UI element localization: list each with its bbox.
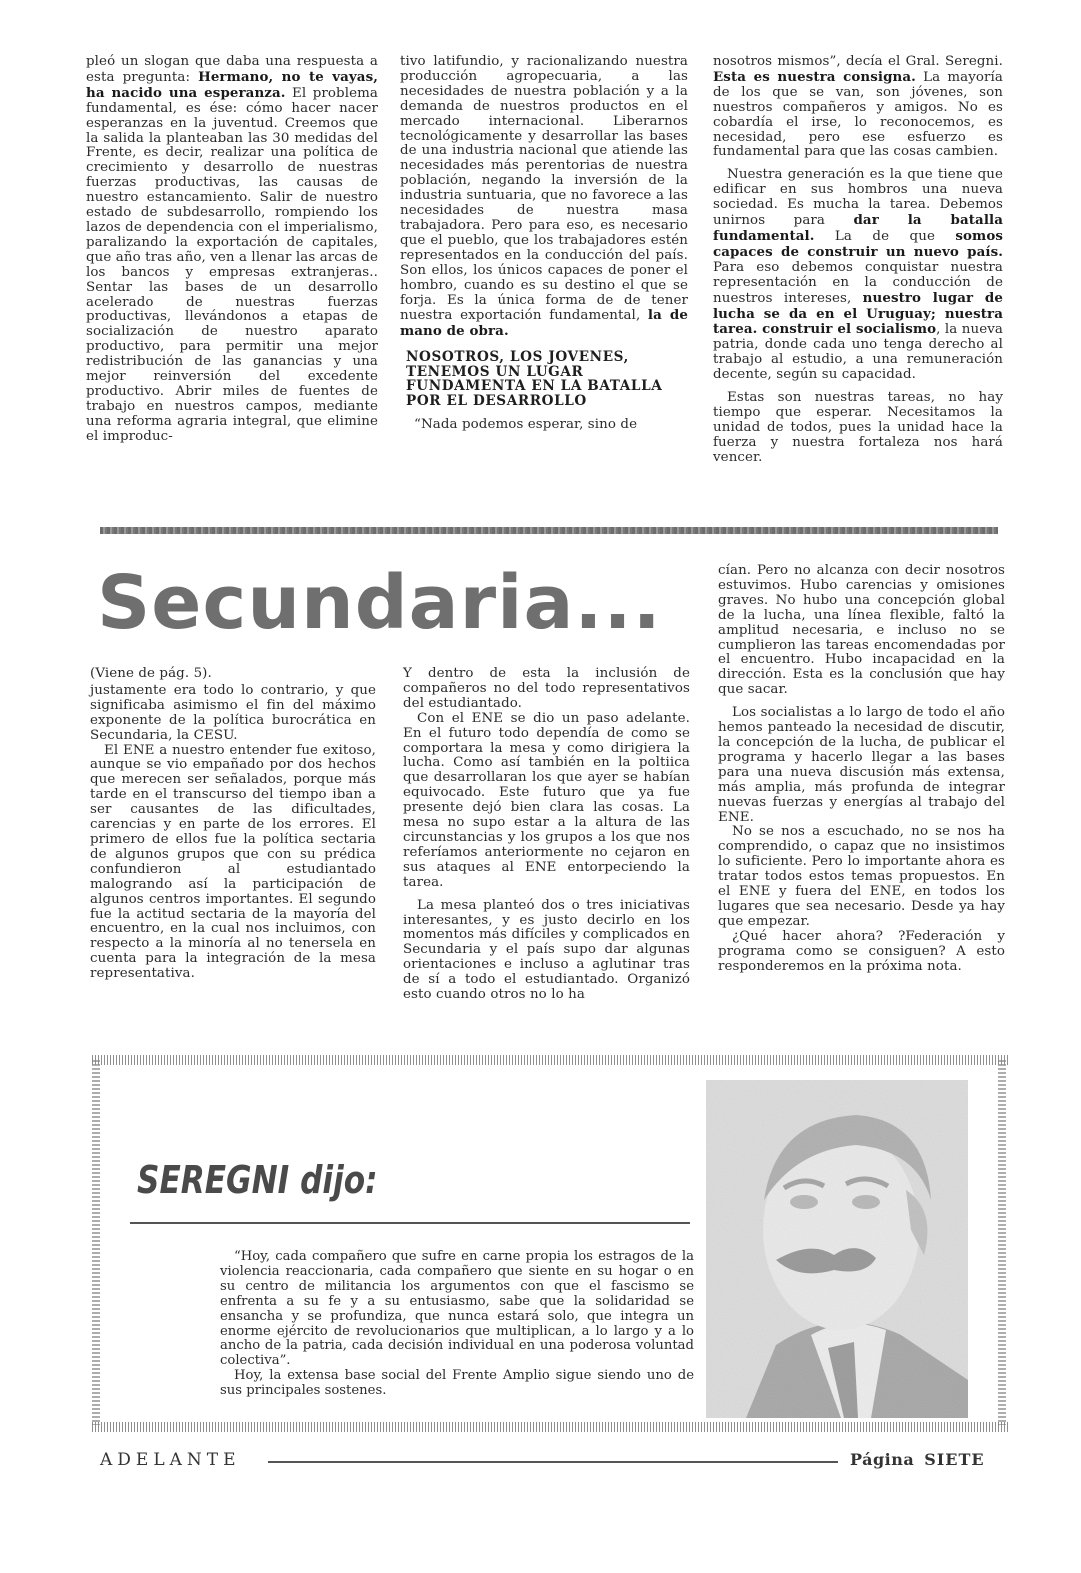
page-label: Página	[850, 1450, 915, 1469]
secundaria-column-1	[90, 667, 376, 982]
paragraph: Y dentro de esta la inclusión de compañeros no del todo representativos del estudiantado.	[403, 666, 690, 711]
box-top-border	[92, 1055, 1008, 1065]
seregni-quote	[220, 1250, 694, 1399]
secundaria-headline: Secundaria...	[97, 560, 662, 646]
section-divider-rule	[100, 527, 998, 534]
top-article-column-3	[713, 55, 1003, 466]
paragraph: No se nos a escuchado, no se nos ha comprendido, o capaz que no insistimos lo suficiente. Pero lo importante ahora es tratar todos estos temas propuestos. En el ENE y fuera del ENE, en todos los lugares que sea necesario. Desde ya hay que empezar.	[718, 824, 1005, 929]
secundaria-column-3	[718, 564, 1005, 974]
portrait-illustration	[706, 1080, 968, 1418]
paragraph: Nuestra generación es la que tiene que edificar en sus hombros una nueva sociedad. Es mucha la tarea. Debemos unirnos para dar la batalla fundamental. La de que somos capaces de construir un nuevo país. Para eso debemos conquistar nuestra representación en la conducción de nuestros intereses, nuestro lugar de lucha se da en el Uruguay; nuestra tarea. construir el socialismo, la nueva patria, donde cada uno tenga derecho al trabajo al estudio, a una remuneración decente, según su capacidad.	[713, 167, 1003, 383]
page-number: SIETE	[924, 1450, 985, 1469]
top-article-column-2-continuation: “Nada podemos esperar, sino de	[414, 417, 638, 433]
seregni-title-underline	[130, 1222, 690, 1224]
paragraph: La mesa planteó dos o tres iniciativas interesantes, y es justo decirlo en los momentos más difíciles y complicados en Secundaria y el país supo dar algunas orientaciones e incluso a aglutinar tras de sí a todo el estudiantado. Organizó esto cuando otros no lo ha	[403, 897, 690, 1003]
box-right-border	[998, 1060, 1006, 1425]
seregni-portrait-photo	[706, 1080, 968, 1418]
top-article-column-1	[86, 55, 378, 445]
footer-rule	[268, 1461, 838, 1463]
publication-name: ADELANTE	[100, 1450, 241, 1470]
top-article-column-2	[400, 55, 688, 433]
quote-paragraph: Hoy, la extensa base social del Frente Amplio sigue siendo uno de sus principales sostenes.	[220, 1368, 694, 1399]
secundaria-column-2	[403, 667, 690, 1003]
paragraph: Con el ENE se dio un paso adelante. En el futuro todo dependía de como se comportara la mesa y como dirigiera la lucha. Como así también en la poltiica que desarrollaran los que ayer se habían equivocado. Este futuro que ya fue presente dejó bien clara las cosas. La mesa no supo estar a la altura de las circunstancias y los grupos a los que nos referíamos anteriormente no cejaron en sus ataques al ENE entorpeciendo la tarea.	[403, 710, 690, 890]
quote-paragraph: “Hoy, cada compañero que sufre en carne propia los estragos de la violencia reaccionaria, cada compañero que siente en su hogar o en su centro de militancia los argumentos con que el fascismo se enfrenta a su fe y a su entusiasmo, sabe que la solidaridad se ensancha y se profundiza, que nunca estará solo, que integra un enorme ejército de revolucionarios que multiplican, a lo largo y a lo ancho de la patria, cada decisión individual en una poderosa voluntad colectiva”.	[220, 1249, 694, 1369]
seregni-box-title: SEREGNI dijo:	[137, 1158, 378, 1202]
top-article-subheading: NOSOTROS, LOS JOVENES, TENEMOS UN LUGAR FUNDAMENTA EN LA BATALLA POR EL DESARROLLO	[406, 349, 663, 409]
box-left-border	[92, 1060, 100, 1425]
box-bottom-border	[92, 1422, 1008, 1432]
paragraph: ¿Qué hacer ahora? ?Federación y programa como se consiguen? A esto responderemos en la próxima nota.	[718, 928, 1005, 974]
paragraph: justamente era todo lo contrario, y que significaba asimismo el fin del máximo exponente de la política burocrática en Secundaria, la CESU.	[90, 682, 376, 743]
paragraph: tivo latifundio, y racionalizando nuestra producción agropecuaria, a las necesidades de nuestra población y a la demanda de nuestros productos en el mercado internacional. Liberarnos tecnológicamente y desarrollar las bases de una industria nacional que atiende las necesidades más perentorias de nuestra población, negando la inversión de la industria suntuaria, que no favorece a las necesidades de nuestra masa trabajadora. Pero para eso, es necesario que el pueblo, que los trabajadores estén representados en la conducción del país. Son ellos, los únicos capaces de poner el hombro, cuando es su destino el que se forja. Es la única forma de de tener nuestra exportación fundamental, la de mano de obra.	[400, 54, 688, 340]
paragraph: pleó un slogan que daba una respuesta a esta pregunta: Hermano, no te vayas, ha nacido una esperanza. El problema fundamental, es ése: cómo hacer nacer esperanzas en la juventud. Creemos que la salida la planteaban las 30 medidas del Frente, es decir, realizar una política de crecimiento y desarrollo de nuestras fuerzas productivas, las causas de nuestro estancamiento. Salir de nuestro estado de subdesarrollo, rompiendo los lazos de dependencia con el imperialismo, paralizando la exportación de capitales, que año tras año, ven a llenar las arcas de los bancos y empresas extranjeras.. Sentar las bases de un desarrollo acelerado de nuestras fuerzas productivas, llevándonos a etapas de socialización de nuestro aparato productivo, para permitir una mejor redistribución de las ganancias y una mejor reinversión del excedente productivo. Abrir miles de fuentes de trabajo en nuestros campos, mediante una reforma agraria integral, que elimine el improduc-	[86, 54, 379, 444]
continued-from-note: (Viene de pág. 5).	[90, 666, 212, 681]
paragraph: Los socialistas a lo largo de todo el año hemos panteado la necesidad de discutir, la concepción de la lucha, de publicar el programa y hacerlo llegar a las bases para una nueva discusión más extensa, más amplia, más profunda de integrar nuevas fuerzas y energías al trabajo del ENE.	[718, 705, 1005, 825]
paragraph: nosotros mismos”, decía el Gral. Seregni. Esta es nuestra consigna. La mayoría de los que se van, son jóvenes, son nuestros compañeros y amigos. No es cobardía el irse, lo reconocemos, es necesidad, pero ese esfuerzo es fundamental para que las cosas cambien.	[713, 54, 1004, 160]
paragraph: cían. Pero no alcanza con decir nosotros estuvimos. Hubo carencias y omisiones graves. No hubo una concepción global de la lucha, una línea flexible, faltó la amplitud necesaria, e incluso no se cumplieron las tareas encomendadas por el encuentro. Hubo incapacidad en la dirección. Esta es la conclusión que hay que sacar.	[718, 563, 1005, 698]
page-indicator	[850, 1450, 985, 1469]
paragraph: El ENE a nuestro entender fue exitoso, aunque se vio empañado por dos hechos que merecen ser señalados, porque más tarde en el transcurso del tiempo iban a ser causantes de las dificultades, carencias y en parte de los errores. El primero de ellos fue la política sectaria de algunos grupos que con su prédica confundieron al estudiantado malogrando así la participación de algunos centros importantes. El segundo fue la actitud sectaria de la mayoría del encuentro, en la cual nos incluimos, con respecto a la minoría al no tenersela en cuenta para la integración de la mesa representativa.	[90, 742, 376, 982]
paragraph: Estas son nuestras tareas, no hay tiempo que esperar. Necesitamos la unidad de todos, pues la unidad hace la fuerza y nuestra fortaleza nos hará vencer.	[713, 390, 1003, 465]
